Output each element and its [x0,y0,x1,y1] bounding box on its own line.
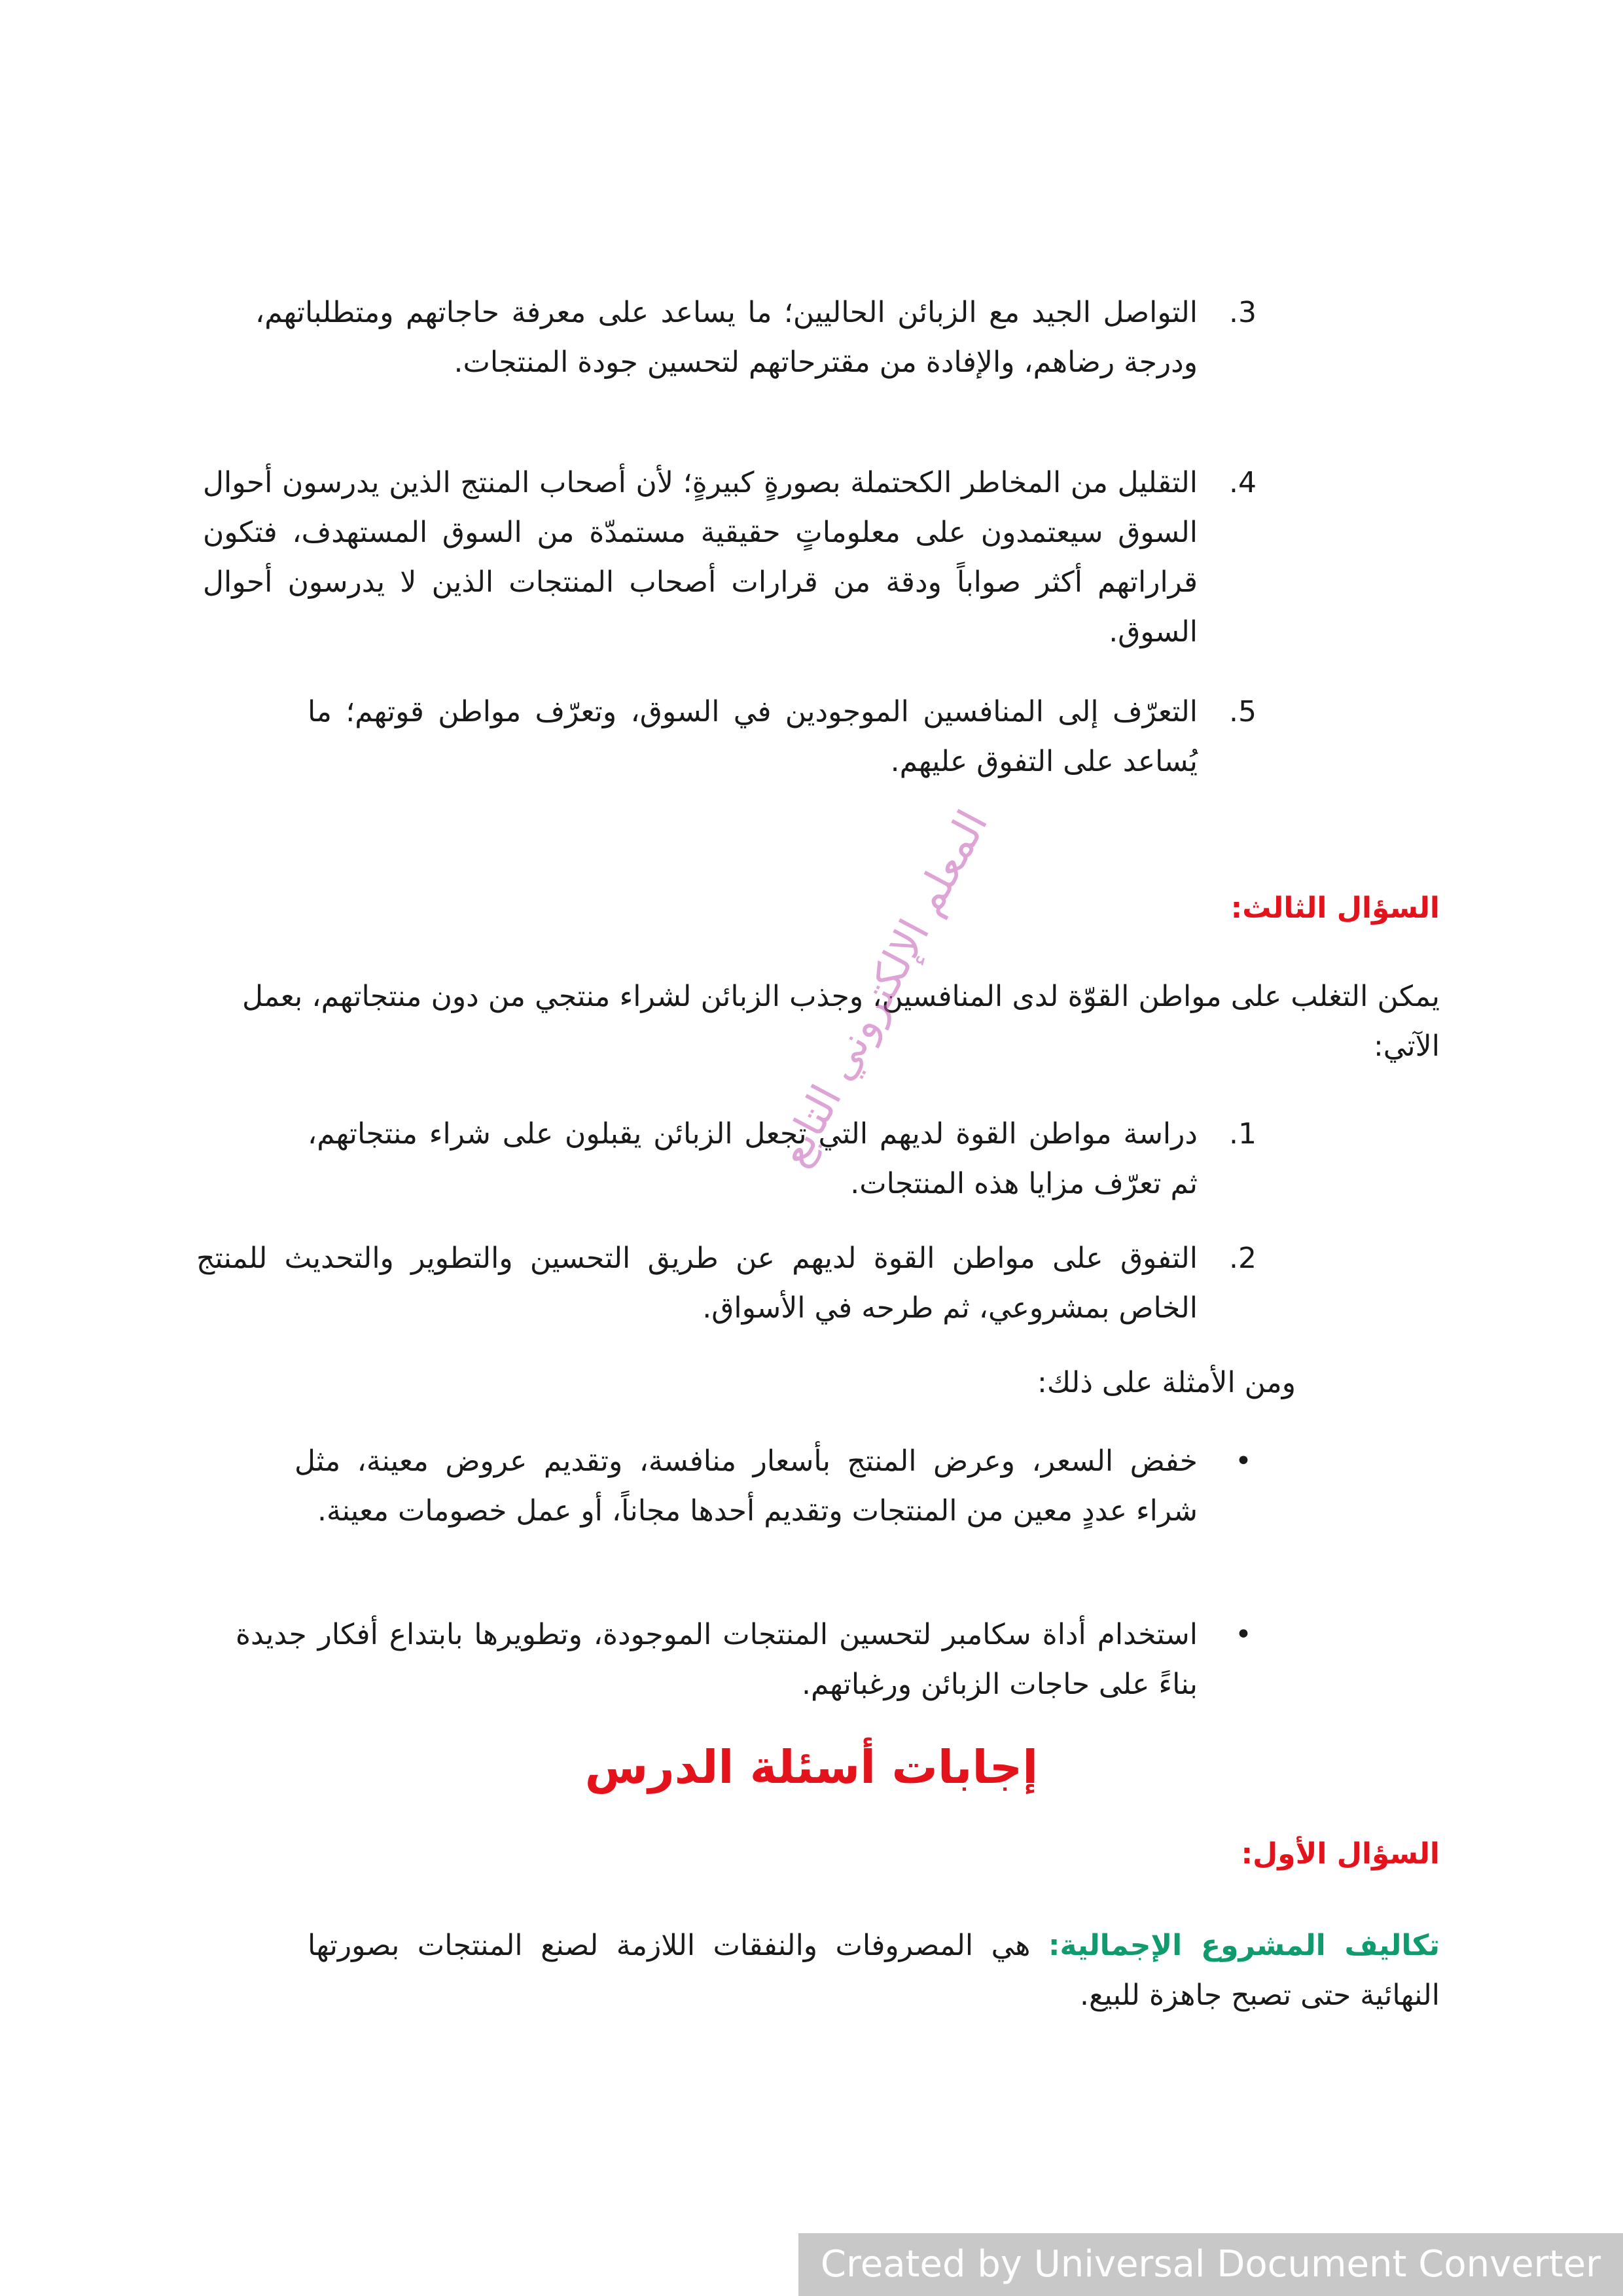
list-marker: 2. [1229,1242,1257,1275]
question-3-intro: يمكن التغلب على مواطن القوّة لدى المنافسين، وجذب الزبائن لشراء منتجي من دون منتجاتهم، بعمل الآتي: [242,980,1440,1063]
list-item-3 [255,288,1257,387]
answers-title: إجابات أسئلة الدرس [584,1740,1039,1794]
list-item-text: التعرّف إلى المنافسين الموجودين في السوق، وتعرّف مواطن قوتهم؛ ما يُساعد على التفوق عليهم. [308,695,1198,778]
list-item-text: التقليل من المخاطر الكحتملة بصورةٍ كبيرةٍ؛ لأن أصحاب المنتج الذين يدرسون أحوال السوق سيعتمدون على معلوماتٍ حقيقية مستمدّة من السوق المستهدف، فتكون قراراتهم أكثر صواباً ودقة من قرارات أصحاب المنتجات الذين لا يدرسون أحوال السوق. [203,466,1198,649]
question-1-heading: السؤال الأول: [1241,1837,1440,1871]
term-label: تكاليف المشروع الإجمالية: [1048,1929,1440,1962]
bullet-dot: • [1235,1618,1252,1651]
converter-stamp: Created by Universal Document Converter [798,2233,1623,2296]
list-item-4 [203,458,1257,657]
term-definition: هي المصروفات والنفقات اللازمة لصنع المنتجات بصورتها النهائية حتى تصبح جاهزة للبيع. [308,1929,1440,2012]
list-item-text: التفوق على مواطن القوة لديهم عن طريق التحسين والتطوير والتحديث للمنتج الخاص بمشروعي، ثم طرحه في الأسواق. [196,1242,1198,1325]
bullet-dot: • [1235,1444,1252,1478]
list-marker: 5. [1229,695,1257,728]
bullet-item-2 [236,1610,1257,1710]
step-2 [196,1234,1257,1333]
list-item-text: دراسة مواطن القوة لديهم التي تجعل الزبائن يقبلون على شراء منتجاتهم، ثم تعرّف مزايا هذه المنتجات. [308,1117,1198,1200]
list-marker: 4. [1229,466,1257,499]
list-marker: 1. [1229,1117,1257,1151]
question-1-answer [308,1921,1440,2020]
list-item-text: التواصل الجيد مع الزبائن الحاليين؛ ما يساعد على معرفة حاجاتهم ومتطلباتهم، ودرجة رضاهم، والإفادة من مقترحاتهم لتحسين جودة المنتجات. [255,296,1198,379]
watermark-text: المعلم الإلكتروني التابع [769,802,998,1174]
question-3-heading: السؤال الثالث: [1230,891,1440,925]
list-item-5 [308,687,1257,787]
bullet-text: استخدام أداة سكامبر لتحسين المنتجات الموجودة، وتطويرها بابتداع أفكار جديدة بناءً على حاجات الزبائن ورغباتهم. [236,1618,1198,1701]
list-marker: 3. [1229,296,1257,329]
examples-intro: ومن الأمثلة على ذلك: [1037,1366,1296,1399]
bullet-text: خفض السعر، وعرض المنتج بأسعار منافسة، وتقديم عروض معينة، مثل شراء عددٍ معين من المنتجات وتقديم أحدها مجاناً، أو عمل خصومات معينة. [294,1444,1198,1528]
bullet-item-1 [294,1437,1257,1536]
